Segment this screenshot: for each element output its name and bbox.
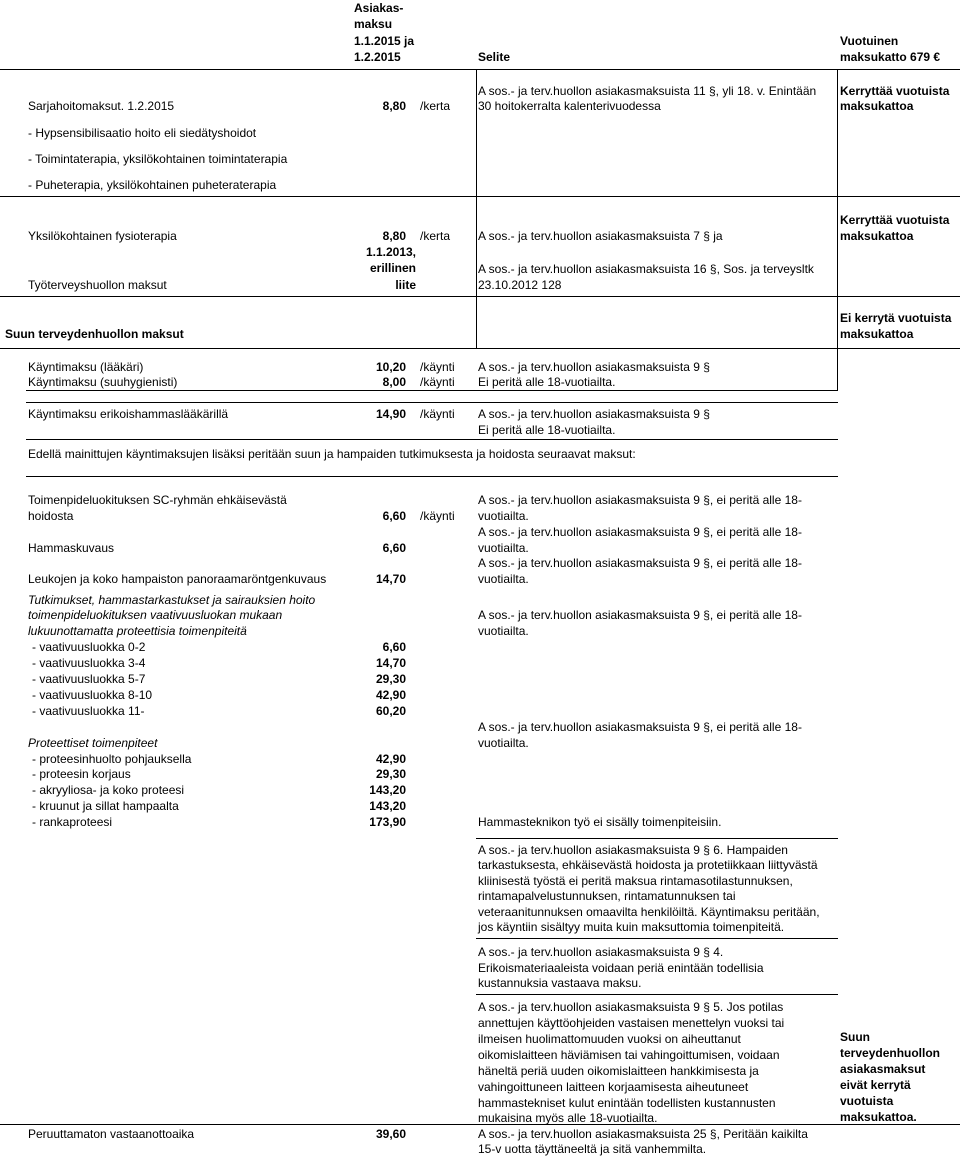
row-price: 60,20	[375, 704, 406, 718]
toimenpide-desc-line: vuotiailta.	[478, 509, 529, 523]
visit-name: Käyntimaksu (lääkäri)	[28, 360, 144, 374]
row-name: - vaativuusluokka 5-7	[32, 672, 146, 686]
rule-5	[26, 402, 838, 403]
visit-unit: /käynti	[420, 375, 455, 389]
tyoterveys-desc-line: 23.10.2012 128	[478, 278, 562, 292]
note-line: ilmeisen huolimattomuuden vuoksi on aiheuttanut	[478, 1032, 741, 1046]
row-price: 42,90	[375, 688, 406, 702]
note-line: Erikoismateriaaleista voidaan periä enintään todellisia	[478, 961, 764, 975]
note-line: kustannuksia vastaava maksu.	[478, 976, 642, 990]
leukojen-price: 14,70	[375, 572, 406, 586]
note-line: jos käyntiin sisältyy muita kuin maksuttomia toimenpiteitä.	[478, 920, 785, 934]
list-item: - Toimintaterapia, yksilökohtainen toimintaterapia	[28, 152, 288, 166]
row-price: 6,60	[382, 640, 406, 654]
sarja-cap-line: Kerryttää vuotuista	[840, 84, 950, 98]
visit-desc: Ei peritä alle 18-vuotiailta.	[478, 423, 616, 437]
row-name: - proteesin korjaus	[32, 767, 131, 781]
fysio-cap-line: Kerryttää vuotuista	[840, 213, 950, 227]
proteettiset-desc-line: vuotiailta.	[478, 736, 529, 750]
tyoterveys-fee-line: liite	[395, 278, 416, 292]
toimenpide-desc-line: A sos.- ja terv.huollon asiakasmaksuista 9 §, ei peritä alle 18-	[478, 493, 802, 507]
tyoterveys-fee-line: erillinen	[369, 261, 416, 275]
leukojen-desc-line: A sos.- ja terv.huollon asiakasmaksuista 9 §, ei peritä alle 18-	[478, 556, 802, 570]
divider-cap-3	[837, 296, 838, 348]
list-item: - Hypsensibilisaatio hoito eli siedätyshoidot	[28, 126, 257, 140]
tutkimukset-desc-line: A sos.- ja terv.huollon asiakasmaksuista 9 §, ei peritä alle 18-	[478, 608, 802, 622]
note-line: oikomislaitteen häviämisen tai vahingoittumisen, voidaan	[478, 1048, 780, 1062]
header-cap-line: Vuotuinen	[840, 34, 899, 48]
rule-7	[26, 476, 838, 477]
visit-desc: Ei peritä alle 18-vuotiailta.	[478, 375, 616, 389]
row-name: - akryyliosa- ja koko proteesi	[32, 783, 185, 797]
proteettiset-note: Hammasteknikon työ ei sisälly toimenpiteisiin.	[478, 815, 722, 829]
note-line: hammastekniset kulut enintään todellisten kustannusten	[478, 1096, 776, 1110]
note-line: tarkastuksesta, ehkäisevästä hoidosta ja protetiikkaan liittyvästä	[478, 858, 818, 872]
hammaskuvaus-name: Hammaskuvaus	[28, 541, 115, 555]
sarja-name: Sarjahoitomaksut. 1.2.2015	[28, 99, 175, 113]
fysio-desc: A sos.- ja terv.huollon asiakasmaksuista 7 § ja	[478, 229, 723, 243]
visit-price: 10,20	[375, 360, 406, 374]
note-cap-line: vuotuista	[840, 1094, 894, 1108]
header-fee-line: 1.2.2015	[354, 50, 401, 64]
sarja-desc-line: A sos.- ja terv.huollon asiakasmaksuista 11 §, yli 18. v. Enintään	[478, 84, 817, 98]
row-name: - vaativuusluokka 0-2	[32, 640, 146, 654]
sarja-price: 8,80	[382, 99, 406, 113]
fysio-name: Yksilökohtainen fysioterapia	[28, 229, 177, 243]
tutkimukset-title-line: lukuunottamatta proteettisia toimenpiteitä	[28, 624, 247, 638]
peruuttamaton-desc-line: A sos.- ja terv.huollon asiakasmaksuista 25 §, Peritään kaikilta	[478, 1127, 808, 1141]
peruuttamaton-desc-line: 15-v uotta täyttäneeltä ja sitä vanhemmilta.	[478, 1142, 707, 1156]
visit-price: 8,00	[382, 375, 406, 389]
note-line: A sos.- ja terv.huollon asiakasmaksuista 9 § 5. Jos potilas	[478, 1000, 784, 1014]
tyoterveys-desc-line: A sos.- ja terv.huollon asiakasmaksuista 16 §, Sos. ja terveysltk	[478, 262, 814, 276]
row-price: 42,90	[375, 752, 406, 766]
rule-9	[476, 938, 838, 939]
note-line: A sos.- ja terv.huollon asiakasmaksuista 9 § 4.	[478, 945, 724, 959]
note-line: häneltä periä uuden oikomislaitteen hankkimisesta ja	[478, 1064, 759, 1078]
tyoterveys-name: Työterveyshuollon maksut	[28, 278, 167, 292]
toimenpide-price: 6,60	[382, 509, 406, 523]
note-line: veteraanitunnuksen omaavilta henkilöiltä. Käyntimaksu peritään,	[478, 905, 820, 919]
note-cap-line: maksukattoa.	[840, 1110, 917, 1124]
note-line: rintamapalvelustunnuksen, rintamatunnuksen tai	[478, 889, 736, 903]
leukojen-name: Leukojen ja koko hampaiston panoraamaröntgenkuvaus	[28, 572, 327, 586]
row-price: 173,90	[369, 815, 406, 829]
row-name: - rankaproteesi	[32, 815, 113, 829]
row-name: - vaativuusluokka 8-10	[32, 688, 153, 702]
tutkimukset-title-line: Tutkimukset, hammastarkastukset ja sairauksien hoito	[28, 593, 316, 607]
rule-2	[0, 296, 960, 297]
header-fee-line: Asiakas-	[354, 1, 404, 15]
rule-3	[0, 348, 960, 349]
divider-cap-4	[837, 348, 838, 390]
suun-cap-line: maksukattoa	[840, 327, 914, 341]
toimenpide-name-line: Toimenpideluokituksen SC-ryhmän ehkäisevästä	[28, 493, 287, 507]
fysio-unit: /kerta	[420, 229, 451, 243]
note-cap-line: eivät kerrytä	[840, 1078, 911, 1092]
row-price: 29,30	[375, 767, 406, 781]
visit-unit: /käynti	[420, 407, 455, 421]
divider-cap	[837, 70, 838, 196]
note-line: vahingoittuneen laitteen korjaamisesta aiheutuneet	[478, 1080, 749, 1094]
note-line: mukaisina myös alle 18-vuotiailta.	[478, 1111, 658, 1125]
peruuttamaton-price: 39,60	[375, 1127, 406, 1141]
leukojen-desc-line: vuotiailta.	[478, 572, 529, 586]
hammaskuvaus-desc-line: vuotiailta.	[478, 541, 529, 555]
toimenpide-unit: /käynti	[420, 509, 455, 523]
sarja-cap-line: maksukattoa	[840, 99, 914, 113]
rule-1	[0, 196, 960, 197]
header-rule	[0, 69, 960, 70]
row-name: - proteesinhuolto pohjauksella	[32, 752, 192, 766]
tyoterveys-fee-line: 1.1.2013,	[365, 245, 416, 259]
divider-desc-3	[476, 296, 477, 348]
note-cap-line: Suun	[840, 1030, 870, 1044]
rule-8	[476, 838, 838, 839]
fysio-cap-line: maksukattoa	[840, 229, 914, 243]
tutkimukset-title-line: toimenpideluokituksen vaativuusluokan mukaan	[28, 608, 283, 622]
visit-desc: A sos.- ja terv.huollon asiakasmaksuista 9 §	[478, 360, 710, 374]
row-price: 14,70	[375, 656, 406, 670]
rule-10	[476, 994, 838, 995]
row-price: 29,30	[375, 672, 406, 686]
intro-text: Edellä mainittujen käyntimaksujen lisäksi peritään suun ja hampaiden tutkimuksesta ja hoidosta seuraavat maksut:	[28, 447, 636, 461]
note-cap-line: asiakasmaksut	[840, 1062, 926, 1076]
suun-cap-line: Ei kerrytä vuotuista	[840, 311, 952, 325]
tutkimukset-desc-line: vuotiailta.	[478, 624, 529, 638]
hammaskuvaus-price: 6,60	[382, 541, 406, 555]
row-name: - kruunut ja sillat hampaalta	[32, 799, 179, 813]
hammaskuvaus-desc-line: A sos.- ja terv.huollon asiakasmaksuista 9 §, ei peritä alle 18-	[478, 525, 802, 539]
visit-price: 14,90	[375, 407, 406, 421]
proteettiset-desc-line: A sos.- ja terv.huollon asiakasmaksuista 9 §, ei peritä alle 18-	[478, 720, 802, 734]
note-cap-line: terveydenhuollon	[840, 1046, 941, 1060]
rule-4	[26, 390, 838, 391]
peruuttamaton-name: Peruuttamaton vastaanottoaika	[28, 1127, 195, 1141]
visit-unit: /käynti	[420, 360, 455, 374]
visit-desc: A sos.- ja terv.huollon asiakasmaksuista 9 §	[478, 407, 710, 421]
note-line: annettujen käyttöohjeiden vastaisen menettelyn vuoksi tai	[478, 1016, 785, 1030]
header-fee-line: 1.1.2015 ja	[354, 34, 415, 48]
sarja-unit: /kerta	[420, 99, 451, 113]
toimenpide-name-line: hoidosta	[28, 509, 74, 523]
list-item: - Puheterapia, yksilökohtainen puheteraterapia	[28, 178, 277, 192]
proteettiset-title: Proteettiset toimenpiteet	[28, 736, 158, 750]
visit-name: Käyntimaksu erikoishammaslääkärillä	[28, 407, 229, 421]
note-line: kliinisestä työstä ei peritä maksua rintamasotilastunnuksen,	[478, 874, 793, 888]
header-fee-line: maksu	[354, 17, 393, 31]
header-desc-col: Selite	[478, 50, 511, 64]
row-name: - vaativuusluokka 11-	[32, 704, 145, 718]
section-title: Suun terveydenhuollon maksut	[5, 327, 184, 341]
row-price: 143,20	[369, 799, 406, 813]
divider-desc	[476, 70, 477, 196]
divider-desc-2	[476, 196, 477, 296]
visit-name: Käyntimaksu (suuhygienisti)	[28, 375, 178, 389]
row-price: 143,20	[369, 783, 406, 797]
rule-6	[26, 439, 838, 440]
note-line: A sos.- ja terv.huollon asiakasmaksuista 9 § 6. Hampaiden	[478, 843, 788, 857]
sarja-desc-line: 30 hoitokerralta kalenterivuodessa	[478, 99, 661, 113]
row-name: - vaativuusluokka 3-4	[32, 656, 146, 670]
fysio-price: 8,80	[382, 229, 406, 243]
header-cap-line: maksukatto 679 €	[840, 50, 941, 64]
divider-cap-2	[837, 196, 838, 296]
